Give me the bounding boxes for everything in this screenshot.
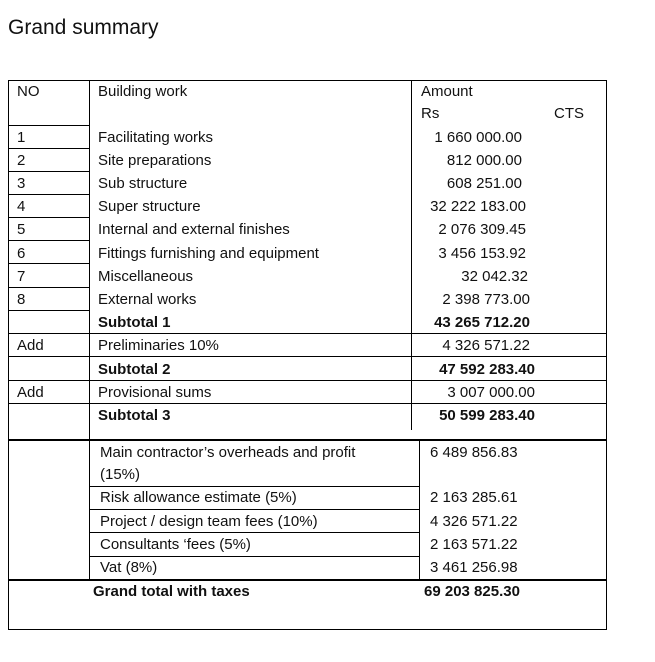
row-line-tax-3 xyxy=(90,532,419,533)
tax-vat-label: Vat (8%) xyxy=(100,559,158,576)
row-line-tax-1 xyxy=(90,486,419,487)
tax-overheads-label-line2: (15%) xyxy=(100,466,141,483)
prelim-add: Add xyxy=(17,337,44,354)
subtotal-3-amount: 50 599 283.40 xyxy=(439,407,535,424)
row-line-5 xyxy=(8,240,90,241)
row-6-no: 6 xyxy=(17,245,26,262)
row-8-work: External works xyxy=(98,291,197,308)
row-1-work: Facilitating works xyxy=(98,129,214,146)
row-2-work: Site preparations xyxy=(98,152,212,169)
subtotal-1-amount: 43 265 712.20 xyxy=(434,314,530,331)
prelim-amount: 4 326 571.22 xyxy=(442,337,530,354)
tax-overheads-label: Main contractor’s overheads and profit xyxy=(100,444,356,461)
row-5-no: 5 xyxy=(17,221,26,238)
row-line-tax-2 xyxy=(90,509,419,510)
provisional-amount: 3 007 000.00 xyxy=(447,384,535,401)
row-line-tax-5 xyxy=(8,579,607,581)
row-5-work: Internal and external finishes xyxy=(98,221,290,238)
row-line-subtotal3 xyxy=(8,439,607,441)
row-2-amount: 812 000.00 xyxy=(446,152,522,169)
row-1-amount: 1 660 000.00 xyxy=(434,129,522,146)
row-line-subtotal2 xyxy=(8,380,607,381)
row-4-amount: 32 222 183.00 xyxy=(430,198,526,215)
row-line-3 xyxy=(8,194,90,195)
row-3-no: 3 xyxy=(17,175,26,192)
header-amount: Amount xyxy=(421,83,473,100)
row-line-8 xyxy=(8,310,90,311)
header-cts: CTS xyxy=(554,105,584,122)
tax-risk-amount: 2 163 285.61 xyxy=(430,489,518,506)
col-divider-no xyxy=(89,80,90,580)
row-2-no: 2 xyxy=(17,152,26,169)
row-4-no: 4 xyxy=(17,198,26,215)
tax-consultants-label: Consultants ‘fees (5%) xyxy=(100,536,251,553)
grand-total-amount: 69 203 825.30 xyxy=(424,583,520,600)
subtotal-1-label: Subtotal 1 xyxy=(98,314,171,331)
header-no: NO xyxy=(17,83,40,100)
row-line-2 xyxy=(8,171,90,172)
row-3-work: Sub structure xyxy=(98,175,188,192)
header-building-work: Building work xyxy=(98,83,188,100)
row-8-amount: 2 398 773.00 xyxy=(442,291,530,308)
row-line-1 xyxy=(8,148,90,149)
page-title: Grand summary xyxy=(8,16,159,39)
row-line-subtotal1 xyxy=(8,333,607,334)
row-line-header xyxy=(8,125,90,126)
row-line-6 xyxy=(8,263,90,264)
row-7-no: 7 xyxy=(17,268,26,285)
row-5-amount: 2 076 309.45 xyxy=(438,221,526,238)
row-1-no: 1 xyxy=(17,129,26,146)
header-rs: Rs xyxy=(421,105,440,122)
row-7-work: Miscellaneous xyxy=(98,268,194,285)
col-divider-work-lower xyxy=(419,440,420,580)
row-line-prelim xyxy=(8,356,607,357)
row-6-amount: 3 456 153.92 xyxy=(438,245,526,262)
tax-consultants-amount: 2 163 571.22 xyxy=(430,536,518,553)
row-6-work: Fittings furnishing and equipment xyxy=(98,245,319,262)
subtotal-2-label: Subtotal 2 xyxy=(98,361,171,378)
prelim-label: Preliminaries 10% xyxy=(98,337,219,354)
row-3-amount: 608 251.00 xyxy=(446,175,522,192)
subtotal-3-label: Subtotal 3 xyxy=(98,407,171,424)
tax-vat-amount: 3 461 256.98 xyxy=(430,559,518,576)
tax-design-fees-label: Project / design team fees (10%) xyxy=(100,513,318,530)
row-line-4 xyxy=(8,217,90,218)
subtotal-2-amount: 47 592 283.40 xyxy=(439,361,535,378)
row-line-7 xyxy=(8,287,90,288)
tax-design-fees-amount: 4 326 571.22 xyxy=(430,513,518,530)
tax-risk-label: Risk allowance estimate (5%) xyxy=(100,489,297,506)
row-4-work: Super structure xyxy=(98,198,201,215)
row-8-no: 8 xyxy=(17,291,26,308)
grand-total-label: Grand total with taxes xyxy=(93,583,250,600)
row-line-provisional xyxy=(8,403,607,404)
provisional-add: Add xyxy=(17,384,44,401)
provisional-label: Provisional sums xyxy=(98,384,212,401)
tax-overheads-amount: 6 489 856.83 xyxy=(430,444,518,461)
row-7-amount: 32 042.32 xyxy=(461,268,528,285)
row-line-tax-4 xyxy=(90,556,419,557)
